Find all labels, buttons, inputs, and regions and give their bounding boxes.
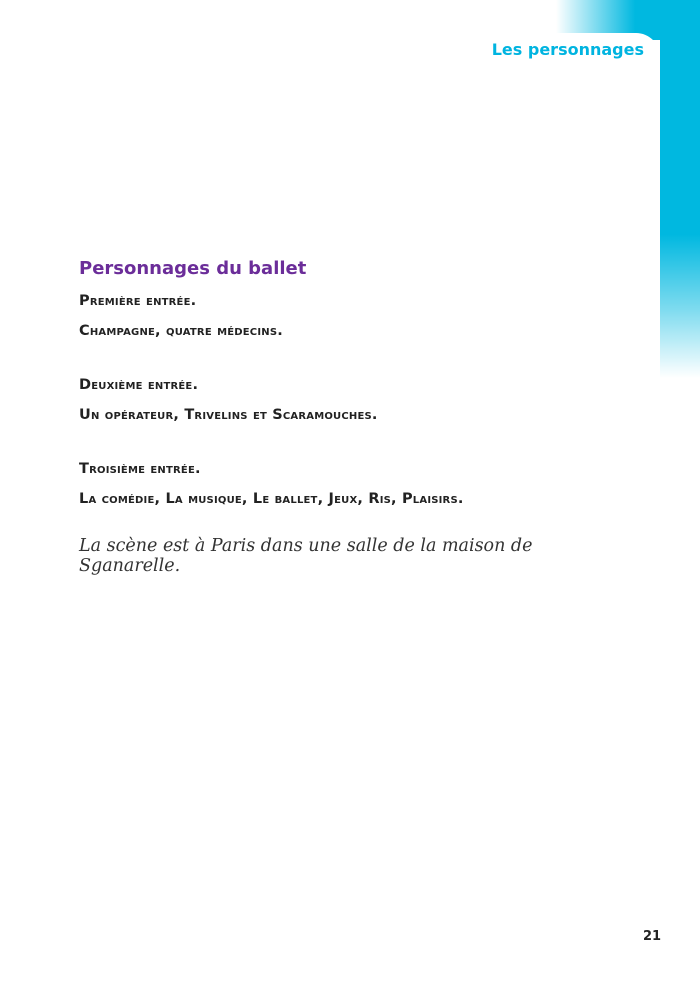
entry-heading: Deuxième entrée. <box>79 377 199 393</box>
decorative-band-side <box>660 0 700 378</box>
setting-note: La scène est à Paris dans une salle de la maison de Sganarelle. <box>79 536 533 576</box>
running-head: Les personnages <box>491 40 644 59</box>
entry-characters: Champagne, quatre médecins. <box>79 322 283 339</box>
page-content <box>79 258 639 576</box>
entry-heading: Première entrée. <box>79 293 197 309</box>
entry-characters: Un opérateur, Trivelins et Scaramouches. <box>79 406 378 423</box>
entry-characters: La comédie, La musique, Le ballet, Jeux, Ris, Plaisirs. <box>79 490 464 507</box>
entry-heading: Troisième entrée. <box>79 461 201 477</box>
section-title: Personnages du ballet <box>79 258 307 279</box>
page-number: 21 <box>643 929 662 944</box>
